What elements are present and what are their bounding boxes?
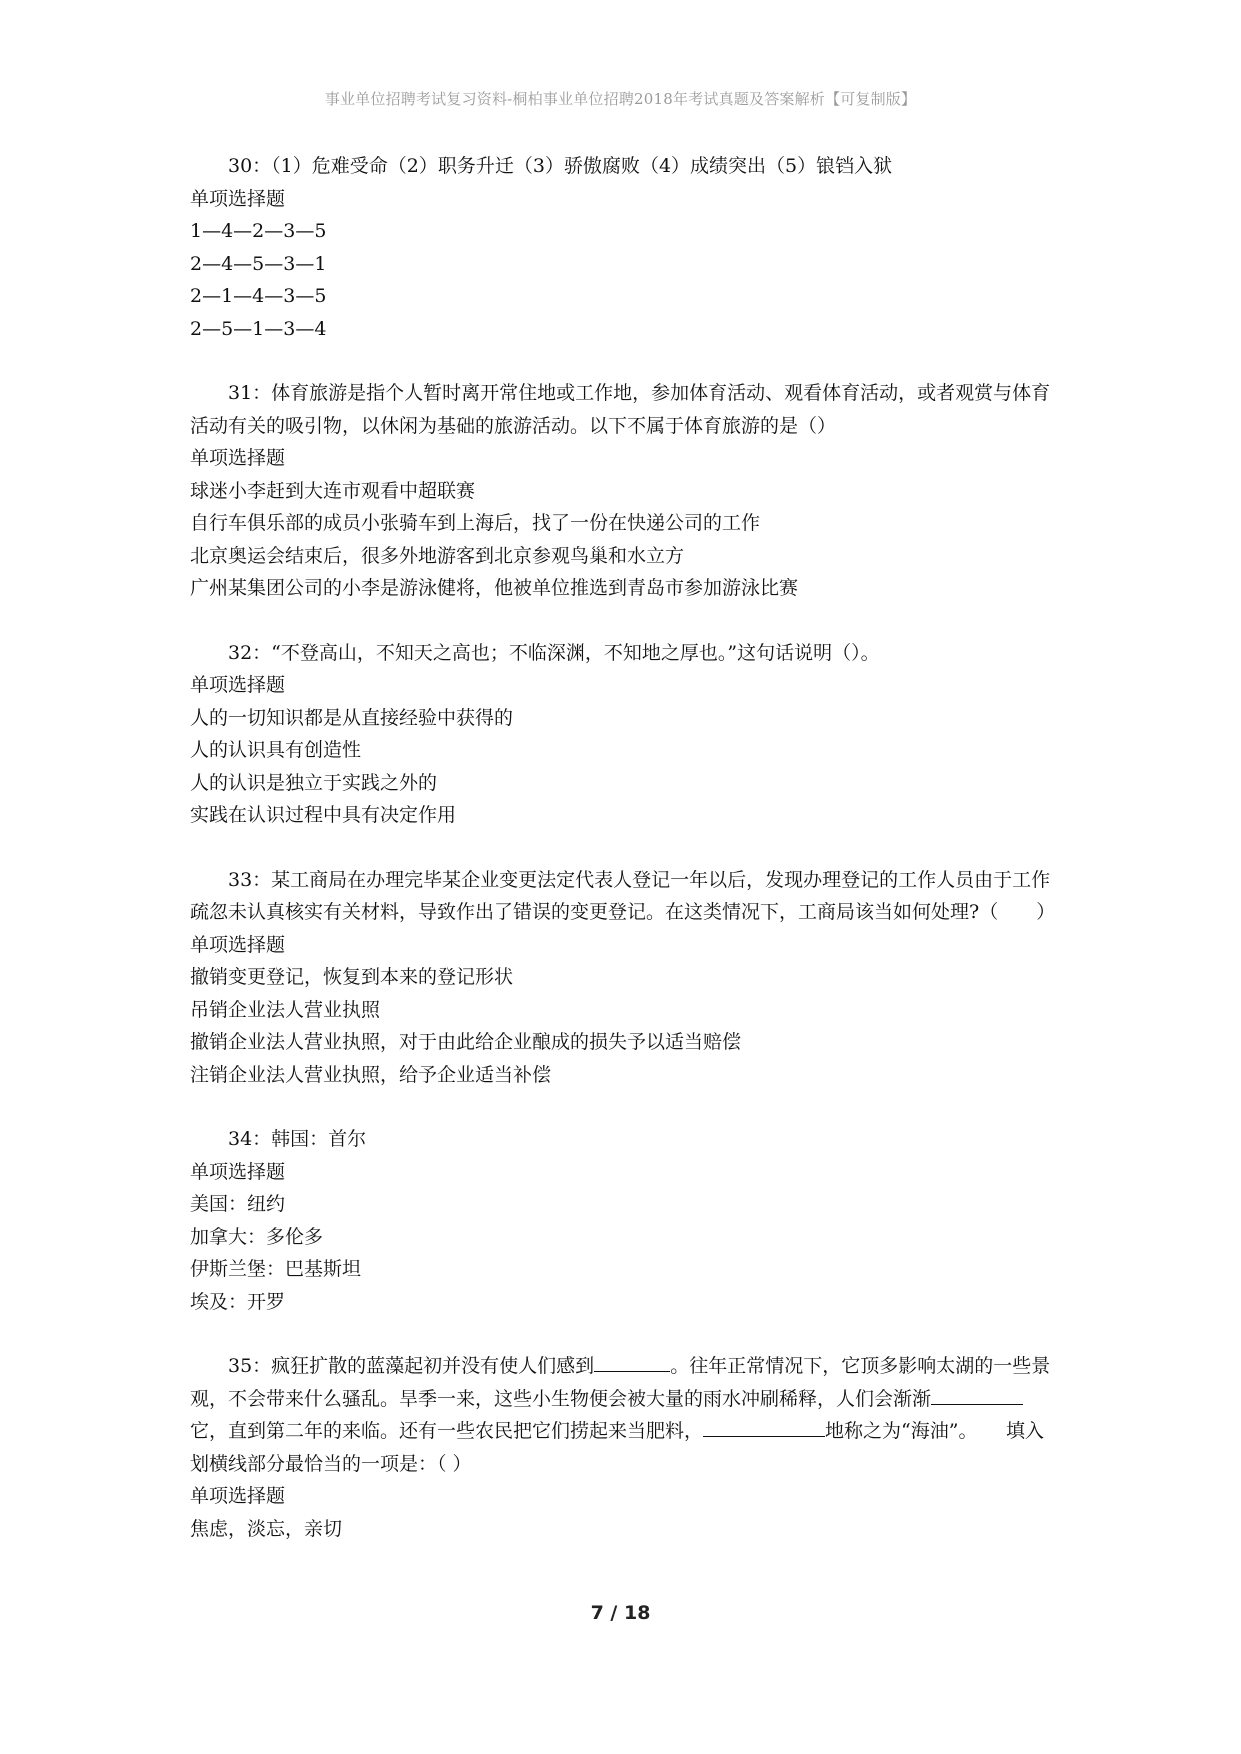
option: 焦虑，淡忘，亲切 [190,1517,343,1540]
page-content [190,150,1060,1577]
question-stem: 34：韩国：首尔 [228,1128,367,1150]
question-type: 单项选择题 [190,1160,286,1183]
question-31 [190,377,1060,605]
question-stem [190,1350,1060,1480]
option: 1—4—2—3—5 [190,220,327,242]
fill-blank [594,1352,670,1372]
option: 吊销企业法人营业执照 [190,998,381,1021]
option: 注销企业法人营业执照，给予企业适当补偿 [190,1063,552,1086]
stem-part: 。往年正常情况下，它顶多影响太湖的一些景观，不会带来什么骚乱。旱季一来，这些小生物便会被大量的雨水冲刷稀释，人们会渐渐 [190,1355,1051,1410]
stem-part: 地称之为“海油”。 填入划横线部分最恰当的一项是：（ ） [190,1420,1044,1475]
option: 2—4—5—3—1 [190,252,327,275]
option: 美国：纽约 [190,1193,286,1215]
option: 撤销企业法人营业执照，对于由此给企业酿成的损失予以适当赔偿 [190,1031,742,1053]
fill-blank [931,1385,1023,1405]
question-32 [190,637,1060,832]
question-30 [190,150,1060,345]
option: 埃及：开罗 [190,1290,286,1313]
option: 伊斯兰堡：巴基斯坦 [190,1258,362,1280]
option: 人的认识具有创造性 [190,739,362,761]
question-type: 单项选择题 [190,187,286,210]
option: 2—1—4—3—5 [190,285,327,307]
option: 广州某集团公司的小李是游泳健将，他被单位推选到青岛市参加游泳比赛 [190,577,799,599]
option: 加拿大：多伦多 [190,1225,324,1248]
option: 2—5—1—3—4 [190,317,327,340]
fill-blank [703,1417,825,1437]
question-stem: 31：体育旅游是指个人暂时离开常住地或工作地，参加体育活动、观看体育活动，或者观赏与体育活动有关的吸引物，以休闲为基础的旅游活动。以下不属于体育旅游的是（） [190,382,1051,437]
option: 撤销变更登记，恢复到本来的登记形状 [190,966,514,988]
stem-part: 35：疯狂扩散的蓝藻起初并没有使人们感到 [228,1355,595,1377]
option: 自行车俱乐部的成员小张骑车到上海后，找了一份在快递公司的工作 [190,512,761,534]
option: 实践在认识过程中具有决定作用 [190,804,457,826]
question-stem: 33：某工商局在办理完毕某企业变更法定代表人登记一年以后，发现办理登记的工作人员由于工作疏忽未认真核实有关材料，导致作出了错误的变更登记。在这类情况下，工商局该当如何处理?（ ） [190,868,1056,923]
question-type: 单项选择题 [190,1485,286,1507]
option: 球迷小李赶到大连市观看中超联赛 [190,479,476,502]
question-type: 单项选择题 [190,447,286,469]
question-34 [190,1123,1060,1318]
page-number: 7 / 18 [590,1602,651,1624]
question-stem: 30：（1）危难受命（2）职务升迁（3）骄傲腐败（4）成绩突出（5）锒铛入狱 [228,155,893,177]
option: 人的认识是独立于实践之外的 [190,771,438,794]
option: 北京奥运会结束后，很多外地游客到北京参观鸟巢和水立方 [190,544,685,567]
question-35 [190,1350,1060,1545]
question-33 [190,864,1060,1092]
question-type: 单项选择题 [190,933,286,956]
option: 人的一切知识都是从直接经验中获得的 [190,706,514,729]
page-header: 事业单位招聘考试复习资料-桐柏事业单位招聘2018年考试真题及答案解析【可复制版】 [324,90,917,108]
question-type: 单项选择题 [190,674,286,696]
stem-part: 它，直到第二年的来临。还有一些农民把它们捞起来当肥料， [190,1420,704,1442]
question-stem: 32：“不登高山，不知天之高也；不临深渊，不知地之厚也。”这句话说明（）。 [228,641,880,664]
